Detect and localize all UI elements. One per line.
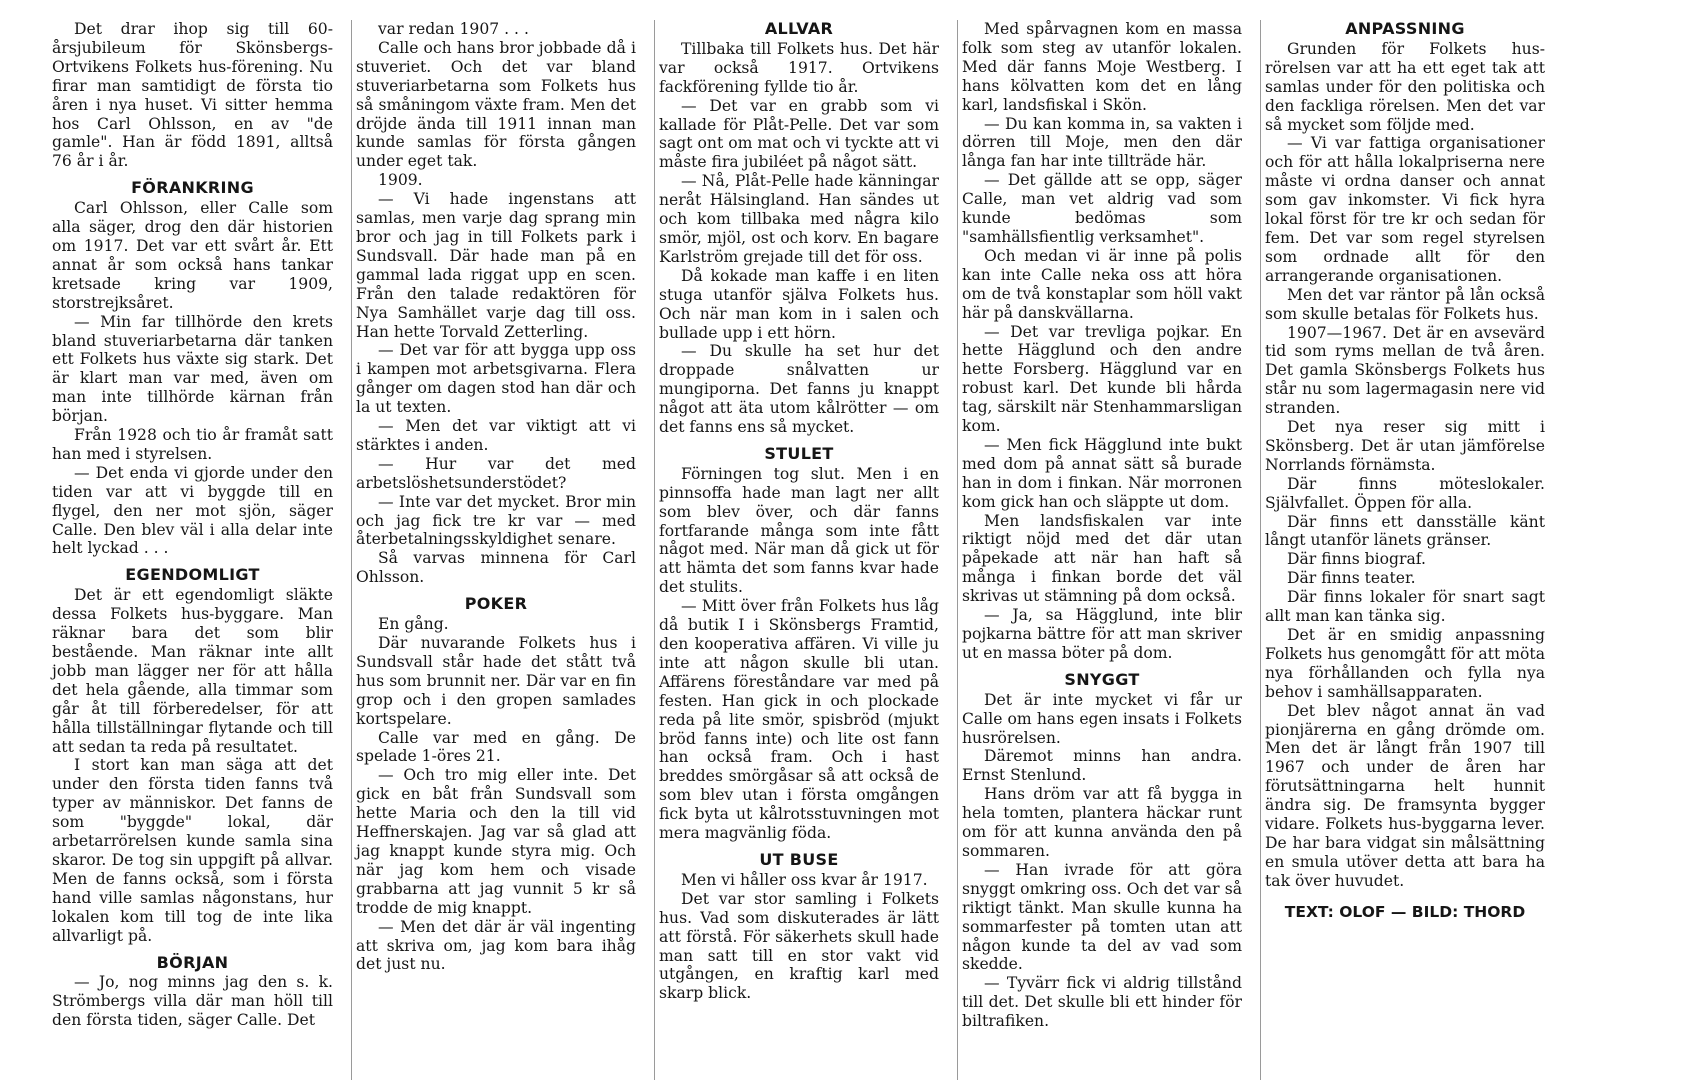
section-heading: EGENDOMLIGT: [125, 565, 260, 585]
paragraph: Det nya reser sig mitt i Skönsberg. Det är utan jämförelse Norrlands förnämsta.: [1265, 418, 1545, 474]
paragraph: Det drar ihop sig till 60-årsjubileum för Skönsbergs-Ortvikens Folkets hus-förening. Nu firar man samtidigt de första tio åren i nya huset. Vi sitter hemma hos Carl Ohlsson, en av "de gamle". Han är född 1891, alltså 76 år i år.: [52, 20, 333, 171]
paragraph: Och medan vi är inne på polis kan inte Calle neka oss att höra om de två konstaplar som höll vakt här på danskvällarna.: [962, 246, 1242, 322]
paragraph: Calle var med en gång. De spelade 1-öres 21.: [356, 728, 636, 766]
paragraph: Hans dröm var att få bygga in hela tomten, plantera häckar runt om för att kunna använda den på sommaren.: [962, 785, 1242, 860]
paragraph: Det blev något annat än vad pionjärerna en gång drömde om. Men det är långt från 1907 till 1967 och under de åren har förutsättningarna helt hunnit ändra sig. De framsynta bygger vidare. Folkets hus-byggarna lever. De har bara vidgat sin målsättning en smula utöver detta att bara ha tak över huvudet.: [1265, 701, 1545, 890]
paragraph: Där nuvarande Folkets hus i Sundsvall står hade det stått två hus som brunnit ner. Där var en fin grop och i den gropen samlades kortspelare.: [356, 634, 636, 728]
paragraph: Förningen tog slut. Men i en pinnsoffa hade man lagt ner allt som blev över, och där fanns fortfarande många som inte fått något med. När man då gick ut för att hämta det som fanns kvar hade det stulits.: [659, 464, 939, 597]
paragraph: Det är ett egendomligt släkte dessa Folkets hus-byggare. Man räknar bara det som blir bestående. Man räknar inte allt jobb man lägger ner för att hålla det hela gående, alla timmar som går åt till förberedelser, för att hålla tillställningar flytande och till att sedan ta reda på resultatet.: [52, 586, 333, 756]
paragraph: — Mitt över från Folkets hus låg då butik I i Skönsbergs Framtid, den kooperativa affären. Vi ville ju inte att någon skulle bli utan. Affärens föreståndare var med på festen. Han gick in och plockade reda på lite smör, spisbröd (mjukt bröd fanns inte) och lite ost fann han också fram. Och i hast breddes smörgåsar så att också de som blev utan i första omgången fick byta ut kålrotsstuvningen mot mera magvänlig föda.: [659, 597, 939, 843]
paragraph: Men landsfiskalen var inte riktigt nöjd med det där utan påpekade att när han haft så många i finkan borde det väl skrivas ut stämning på dom också.: [962, 511, 1242, 606]
paragraph: — Ja, sa Hägglund, inte blir pojkarna bättre för att man skriver ut en massa böter på dom.: [962, 606, 1242, 662]
paragraph: — Du skulle ha set hur det droppade snålvatten ur mungiporna. Det fanns ju knappt något att äta utom kålrötter — om det fanns ens så mycket.: [659, 342, 939, 437]
article-column: [654, 20, 957, 1080]
paragraph: — Vi var fattiga organisationer och för att hålla lokalpriserna nere måste vi ordna danser och annat som gav inkomster. Vi fick hyra lokal först för tre kr och sedan för fem. Det var som regel styrelsen som ordnade allt för den arrangerande organisationen.: [1265, 134, 1545, 285]
paragraph: Tillbaka till Folkets hus. Det här var också 1917. Ortvikens fackförening fyllde tio år.: [659, 39, 939, 96]
section-heading: BÖRJAN: [156, 952, 229, 972]
paragraph: Där finns möteslokaler. Självfallet. Öppen för alla.: [1265, 474, 1545, 512]
paragraph: Från 1928 och tio år framåt satt han med i styrelsen.: [52, 426, 333, 463]
paragraph: Då kokade man kaffe i en liten stuga utanför själva Folkets hus. Och när man kom in i salen och bullade upp i ett hörn.: [659, 266, 939, 342]
paragraph: — Det enda vi gjorde under den tiden var att vi byggde till en flygel, den ner mot sjön, säger Calle. Den blev väl i alla delar inte helt lyckad . . .: [52, 463, 333, 558]
paragraph: 1907—1967. Det är en avsevärd tid som ryms mellan de två åren. Det gamla Skönsbergs Folkets hus står nu som lagermagasin nere vid stranden.: [1265, 323, 1545, 418]
section-heading: POKER: [464, 594, 528, 614]
paragraph: Där finns lokaler för snart sagt allt man kan tänka sig.: [1265, 588, 1545, 626]
paragraph: I stort kan man säga att det under den första tiden fanns två typer av människor. Det fanns de som "byggde" lokal, där arbetarrörelsen kunde samla sina skaror. De tog sin uppgift på allvar. Men de fanns också, som i första hand ville samlas någonstans, hur lokalen kom till tog de inte lika allvarligt på.: [52, 756, 333, 945]
paragraph: — Det var en grabb som vi kallade för Plåt-Pelle. Det var som sagt ont om mat och vi tyckte att vi måste fira jubiléet på något sätt.: [659, 96, 939, 172]
paragraph: — Tyvärr fick vi aldrig tillstånd till det. Det skulle bli ett hinder för biltrafiken.: [962, 974, 1242, 1031]
paragraph: Där finns teater.: [1287, 569, 1416, 588]
paragraph: Carl Ohlsson, eller Calle som alla säger, drog den där historien om 1917. Det var ett svårt år. Ett annat år som också hans tankar kretsade kring var 1909, storstrejksåret.: [52, 199, 333, 312]
paragraph: — Jo, nog minns jag den s. k. Strömbergs villa där man höll till den första tiden, säger Calle. Det: [52, 973, 333, 1030]
section-heading: ANPASSNING: [1345, 20, 1465, 38]
paragraph: Med spårvagnen kom en massa folk som steg av utanför lokalen. Med där fanns Moje Westberg. I hans kölvatten kom det en lång karl, landsfiskal i Skön.: [962, 20, 1242, 114]
paragraph: — Det gällde att se opp, säger Calle, man vet aldrig vad som kunde bedömas som "samhällsfientlig verksamhet".: [962, 171, 1242, 246]
section-heading: SNYGGT: [1064, 669, 1140, 689]
paragraph: Det är inte mycket vi får ur Calle om hans egen insats i Folkets husrörelsen.: [962, 690, 1242, 747]
section-heading: UT BUSE: [759, 849, 839, 869]
section-heading: STULET: [764, 443, 834, 463]
byline: TEXT: OLOF — BILD: THORD: [1284, 902, 1526, 921]
paragraph: — Inte var det mycket. Bror min och jag fick tre kr var — med återbetalningsskyldighet senare.: [356, 492, 636, 549]
paragraph: En gång.: [378, 615, 449, 634]
paragraph: Där finns biograf.: [1287, 550, 1426, 569]
paragraph: — Men fick Hägglund inte bukt med dom på annat sätt så burade han in dom i finkan. När morronen kom gick han och släppte ut dom.: [962, 435, 1242, 511]
paragraph: var redan 1907 . . .: [378, 20, 529, 38]
paragraph: Grunden för Folkets hus-rörelsen var att ha ett eget tak att samlas under för den politiska och den fackliga rörelsen. Men det var så mycket som följde med.: [1265, 39, 1545, 134]
paragraph: Men det var räntor på lån också som skulle betalas för Folkets hus.: [1265, 285, 1545, 323]
paragraph: — Det var trevliga pojkar. En hette Hägglund och den andre hette Forsberg. Hägglund var en robust karl. Det kunde bli hårda tag, särskilt när Stenhammarsligan kom.: [962, 322, 1242, 436]
paragraph: Calle och hans bror jobbade då i stuveriet. Och det var bland stuveriarbetarna som Folkets hus så småningom växte fram. Men det dröjde ända till 1911 innan man kunde samlas för första gången under eget tak.: [356, 38, 636, 171]
paragraph: Däremot minns han andra. Ernst Stenlund.: [962, 747, 1242, 785]
paragraph: — Han ivrade för att göra snyggt omkring oss. Och det var så riktigt tänkt. Man skulle kunna ha sommarfester på tomten utan att någon kunde ta del av vad som skedde.: [962, 860, 1242, 974]
paragraph: Det var stor samling i Folkets hus. Vad som diskuterades är lätt att förstå. För säkerhets skull hade man satt till en stor vakt vid utgången, en kraftig karl med skarp blick.: [659, 889, 939, 1003]
section-heading: FÖRANKRING: [131, 178, 254, 198]
paragraph: Där finns ett dansställe känt långt utanför länets gränser.: [1265, 512, 1545, 550]
article-column: [1260, 20, 1563, 1080]
paragraph: 1909.: [378, 171, 423, 190]
section-heading: ALLVAR: [764, 20, 834, 38]
paragraph: Men vi håller oss kvar år 1917.: [681, 870, 928, 889]
paragraph: — Vi hade ingenstans att samlas, men varje dag sprang min bror och jag in till Folkets park i Sundsvall. Där hade man på en gammal lada riggat upp en scen. Från den talade redaktören för Nya Samhället varje dag till oss. Han hette Torvald Zetterling.: [356, 190, 636, 341]
paragraph: — Hur var det med arbetslöshetsunderstödet?: [356, 454, 636, 492]
paragraph: — Du kan komma in, sa vakten i dörren till Moje, men den där långa fan har inte tillträde här.: [962, 114, 1242, 171]
article-column: [957, 20, 1260, 1080]
article-column: [48, 20, 351, 1080]
paragraph: — Men det där är väl ingenting att skriva om, jag kom bara ihåg det just nu.: [356, 917, 636, 974]
article-column: [351, 20, 654, 1080]
paragraph: Det är en smidig anpassning Folkets hus genomgått för att möta nya förhållanden och fylla nya behov i samhällsapparaten.: [1265, 626, 1545, 701]
paragraph: — Men det var viktigt att vi stärktes i anden.: [356, 417, 636, 454]
paragraph: — Det var för att bygga upp oss i kampen mot arbetsgivarna. Flera gånger om dagen stod han där och la ut texten.: [356, 341, 636, 417]
paragraph: — Nå, Plåt-Pelle hade känningar neråt Hälsingland. Han sändes ut och kom tillbaka med några kilo smör, mjöl, ost och korv. En bagare Karlström grejade till det för oss.: [659, 172, 939, 266]
paragraph: — Min far tillhörde den krets bland stuveriarbetarna där tanken ett Folkets hus växte sig stark. Det är klart man var med, även om man inte tillhörde kärnan från början.: [52, 312, 333, 426]
paragraph: Så varvas minnena för Carl Ohlsson.: [356, 549, 636, 587]
paragraph: — Och tro mig eller inte. Det gick en båt från Sundsvall som hette Maria och den la till vid Heffnerskajen. Jag var så glad att jag knappt kunde styra mig. Och när jag kom hem och visade grabbarna att jag vunnit 5 kr så trodde de mig knappt.: [356, 766, 636, 917]
